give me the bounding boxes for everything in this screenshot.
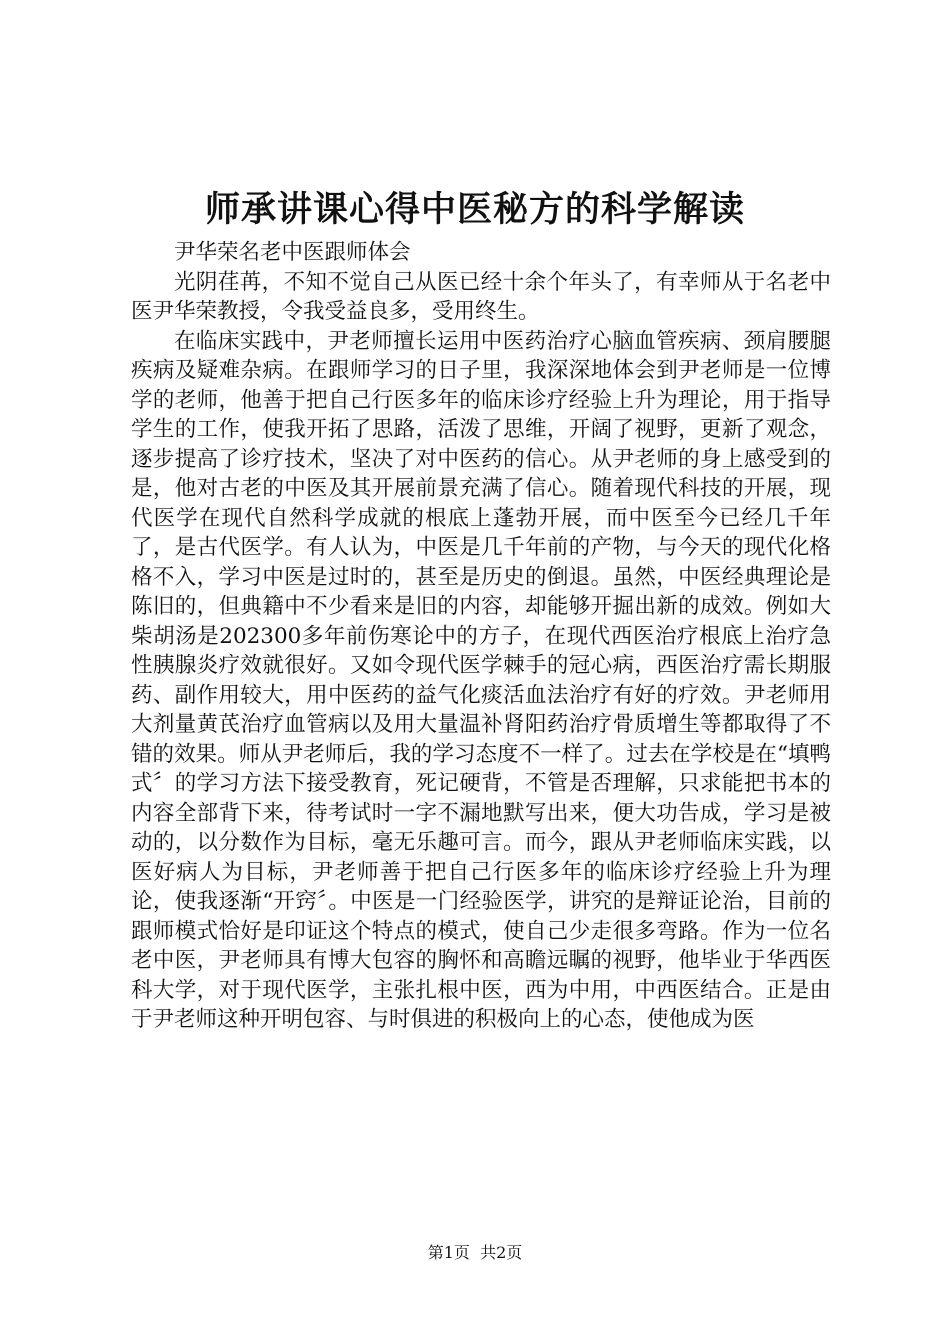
document-body — [131, 238, 831, 1035]
page-number: 第1页 共2页 — [427, 1243, 523, 1262]
document-subtitle: 尹华荣名老中医跟师体会 — [174, 240, 411, 265]
paragraph-main: 在临床实践中，尹老师擅长运用中医药治疗心脑血管疾病、颈肩腰腿疾病及疑难杂病。在跟师学习的日子里，我深深地体会到尹老师是一位博学的老师，他善于把自己行医多年的临床诊疗经验上升为理论，用于指导学生的工作，使我开拓了思路，活泼了思维，开阔了视野，更新了观念，逐步提高了诊疗技术，坚决了对中医药的信心。从尹老师的身上感受到的是，他对古老的中医及其开展前景充满了信心。随着现代科技的开展，现代医学在现代自然科学成就的根底上蓬勃开展，而中医至今已经几千年了，是古代医学。有人认为，中医是几千年前的产物，与今天的现代化格格不入，学习中医是过时的，甚至是历史的倒退。虽然，中医经典理论是陈旧的，但典籍中不少看来是旧的内容，却能够开掘出新的成效。例如大柴胡汤是202300多年前伤寒论中的方子，在现代西医治疗根底上治疗急性胰腺炎疗效就很好。又如令现代医学棘手的冠心病，西医治疗需长期服药、副作用较大，用中医药的益气化痰活血法治疗有好的疗效。尹老师用大剂量黄芪治疗血管病以及用大量温补肾阳药治疗骨质增生等都取得了不错的效果。师从尹老师后，我的学习态度不一样了。过去在学校是在“填鸭式〞的学习方法下接受教育，死记硬背，不管是否理解，只求能把书本的内容全部背下来，待考试时一字不漏地默写出来，便大功告成，学习是被动的，以分数作为目标，毫无乐趣可言。而今，跟从尹老师临床实践，以医好病人为目标，尹老师善于把自己行医多年的临床诊疗经验上升为理论，使我逐渐“开窍〞。中医是一门经验医学，讲究的是辩证论治，目前的跟师模式恰好是印证这个特点的模式，使自己少走很多弯路。作为一位名老中医，尹老师具有博大包容的胸怀和高瞻远瞩的视野，他毕业于华西医科大学，对于现代医学，主张扎根中医，西为中用，中西医结合。正是由于尹老师这种开明包容、与时俱进的积极向上的心态，使他成为医 — [131, 328, 831, 1032]
page-footer — [0, 1242, 950, 1264]
document-title: 师承讲课心得中医秘方的科学解读 — [204, 189, 745, 230]
paragraph-intro: 光阴荏苒，不知不觉自己从医已经十余个年头了，有幸师从于名老中医尹华荣教授，令我受益良多，受用终生。 — [131, 269, 831, 324]
